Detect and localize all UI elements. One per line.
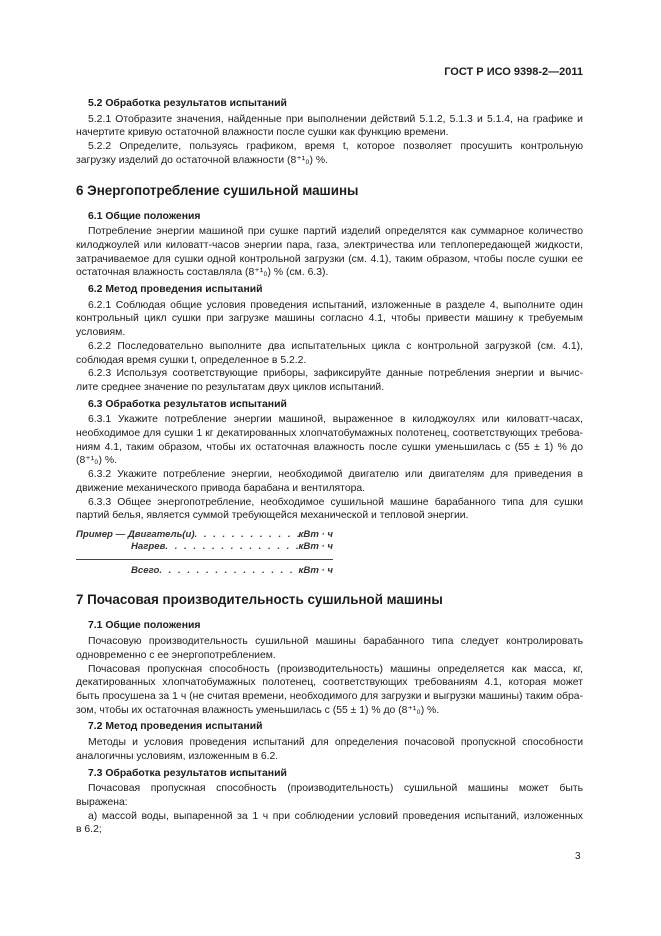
paragraph-line: быть просушена за 1 ч (не считая времени, необходимого для загрузки и выгрузки машины) таким обра- [76, 691, 583, 702]
paragraph-line: килоджоулей или киловатт-часов энергии пара, газа, электричества или теплопередающей жидкости, [76, 239, 583, 251]
subsection-heading: 7.3 Обработка результатов испытаний [88, 767, 287, 779]
paragraph-line: затрачиваемое для сушки одной контрольной загрузки (см. 4.1), таким образом, чтобы после сушки ее [76, 253, 583, 265]
document-code-header: ГОСТ Р ИСО 9398-2—2011 [444, 66, 583, 78]
example-row [76, 529, 333, 542]
paragraph-line: Почасовая пропускная способность (производительность) сушильной машины может быть [88, 783, 583, 795]
page-number: 3 [575, 851, 581, 862]
paragraph-line: аналогичны условиям, изложенным в 6.2. [76, 750, 279, 762]
paragraph-line: партий белья, является суммой требующейся механической и тепловой энергии. [76, 510, 469, 522]
paragraph-line: 6.2.1 Соблюдая общие условия проведения испытаний, изложенные в разделе 4, выполните один [88, 299, 583, 311]
section-heading: 7 Почасовая производительность сушильной машины [76, 592, 443, 608]
paragraph-line: Потребление энергии машиной при сушке партий изделий определятся как суммарное количество [88, 226, 583, 238]
separator-rule [76, 559, 333, 560]
paragraph-line: 6.3.1 Укажите потребление энергии машиной, выраженное в килоджоулях или киловатт-часах, [88, 414, 583, 426]
paragraph [76, 413, 583, 468]
paragraph [76, 496, 583, 523]
paragraph-line: 6.2.2 Последовательно выполните два испытательных цикла с контрольной загрузкой (см. 4.1), [88, 340, 583, 352]
example-row [76, 565, 333, 578]
paragraph [76, 367, 583, 394]
paragraph-line: в 6.2; [76, 824, 102, 836]
paragraph [76, 810, 583, 837]
dot-leader [195, 529, 299, 542]
paragraph-line: необходимое для сушки 1 кг декатированных хлопчатобумажных полотенец, соответствующих требова- [76, 428, 583, 440]
dot-leader [165, 541, 298, 554]
paragraph-line: начертите кривую остаточной влажности после сушки как функцию времени. [76, 127, 449, 139]
paragraph-line: Методы и условия проведения испытаний для определения почасовой пропускной способности [88, 737, 583, 749]
section-heading: 6 Энергопотребление сушильной машины [76, 182, 359, 198]
paragraph-line: декатированных хлопчатобумажных полотенец, соответствующих требованиям 4.1, которая может [76, 677, 583, 689]
dot-leader [159, 565, 298, 578]
paragraph-line: (8⁺¹₀) %. [76, 455, 117, 467]
paragraph [76, 299, 583, 340]
paragraph [76, 663, 583, 718]
example-row [76, 541, 333, 554]
document-body [76, 94, 583, 837]
paragraph-line: 6.2.3 Используя соответствующие приборы, зафиксируйте данные потребления энергии и вычис- [88, 368, 583, 380]
paragraph-line: 5.2.1 Отобразите значения, найденные при выполнении действий 5.1.2, 5.1.3 и 5.1.4, на графике и [88, 113, 583, 125]
paragraph-line: а) массой воды, выпаренной за 1 ч при соблюдении условий проведения испытаний, изложенных [88, 810, 583, 822]
subsection-heading: 7.1 Общие положения [88, 620, 201, 632]
subsection-heading: 6.3 Обработка результатов испытаний [88, 398, 287, 410]
paragraph [76, 225, 583, 280]
paragraph-line: контрольный цикл сушки при загрузке машины согласно 4.1, чтобы привести машину к требуемым [76, 313, 583, 325]
paragraph [76, 340, 583, 367]
paragraph-line: 6.3.2 Укажите потребление энергии, необходимой двигателю или двигателям для приведения в [88, 469, 583, 481]
subsection-heading: 6.1 Общие положения [88, 210, 201, 222]
example-unit: кВт · ч [298, 541, 333, 553]
example-label: Пример — Двигатель(и) [76, 528, 195, 540]
paragraph-line: соблюдая время сушки t, определенное в 5.2.2. [76, 354, 307, 366]
paragraph-line: выражена: [76, 796, 128, 808]
example-label: Нагрев [131, 541, 166, 553]
paragraph-line: загрузку изделий до остаточной влажности (8⁺¹₀) %. [76, 154, 329, 166]
paragraph [76, 736, 583, 763]
subsection-heading: 7.2 Метод проведения испытаний [88, 721, 263, 733]
paragraph-line: лите среднее значение по результатам двух циклов испытаний. [76, 381, 385, 393]
paragraph-line: Почасовую производительность сушильной машины барабанного типа следует контролировать [88, 636, 583, 648]
paragraph [76, 140, 583, 167]
subsection-heading: 5.2 Обработка результатов испытаний [88, 98, 287, 109]
example-unit: кВт · ч [298, 528, 333, 540]
example-unit: кВт · ч [298, 564, 333, 576]
paragraph [76, 113, 583, 140]
paragraph [76, 782, 583, 809]
paragraph-line: 6.3.3 Общее энергопотребление, необходимое сушильной машине барабанного типа для сушки [88, 496, 583, 508]
example-label: Всего [131, 564, 160, 576]
paragraph-line: Почасовая пропускная способность (производительность) машины определяется как масса, кг, [88, 663, 583, 675]
paragraph-line: условиям. [76, 327, 126, 339]
example-energy-table [76, 529, 333, 578]
paragraph-line: одновременно с ее энергопотреблением. [76, 649, 276, 661]
paragraph-line: движение механического привода барабана и вентилятора. [76, 482, 366, 494]
paragraph-line: 5.2.2 Определите, пользуясь графиком, время t, которое позволяет просушить контрольную [88, 141, 583, 153]
paragraph-line: зом, чтобы их остаточная влажность уменьшилась с (55 ± 1) % до (8⁺¹₀) %. [76, 704, 440, 716]
subsection-heading: 6.2 Метод проведения испытаний [88, 284, 263, 296]
paragraph-line: ниям 4.1, таким образом, чтобы их остаточная влажность после сушки уменьшилась с (55 ± 1) % до [76, 441, 583, 453]
paragraph-line: остаточная влажность составляла (8⁺¹₀) % (см. 6.3). [76, 267, 329, 279]
paragraph [76, 468, 583, 495]
paragraph [76, 635, 583, 662]
